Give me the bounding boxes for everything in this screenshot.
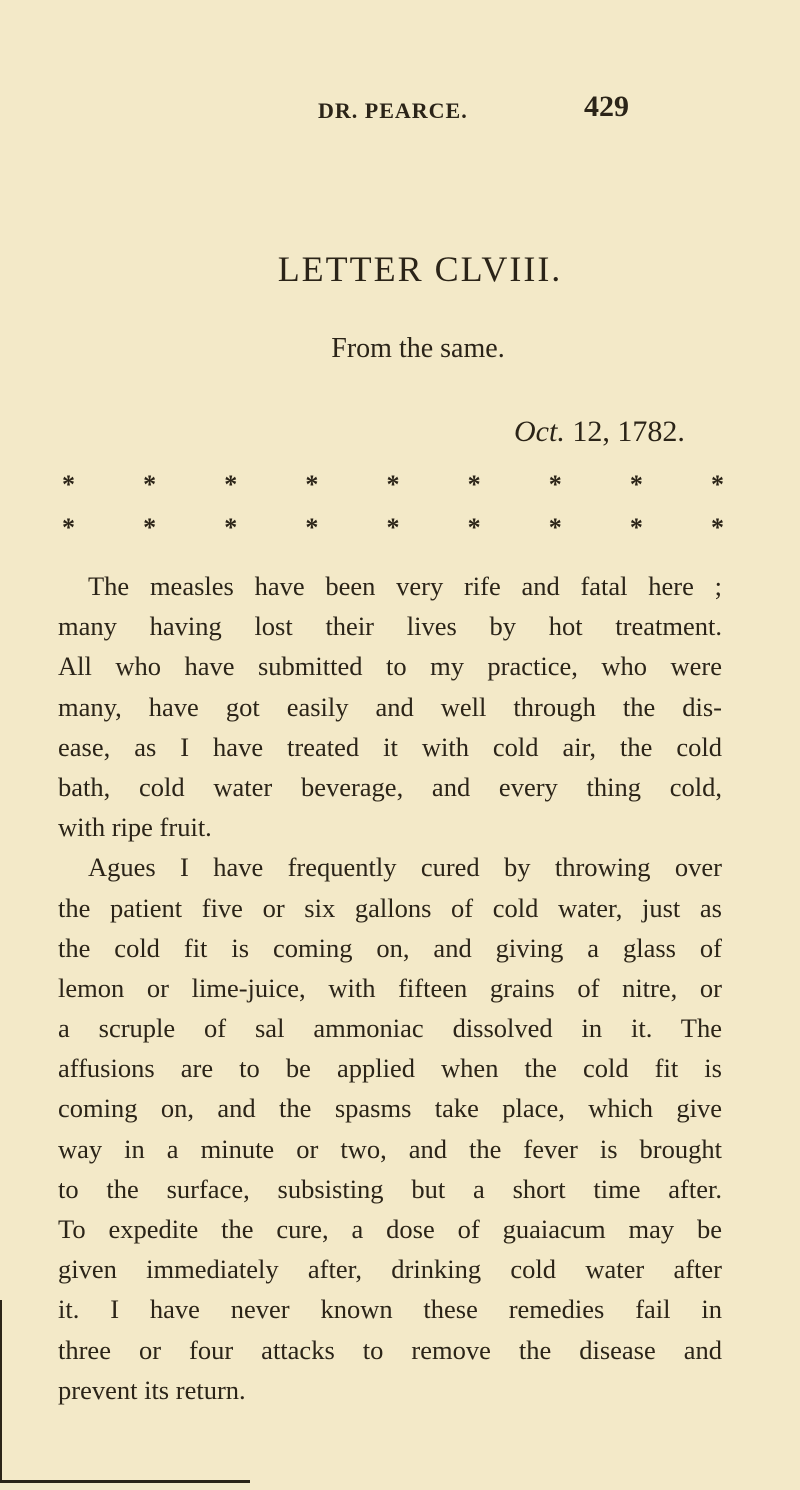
page-number: 429	[584, 90, 629, 123]
body-line: lemon or lime-juice, with fifteen grains of nitre, or	[58, 972, 722, 1003]
body-line: to the surface, subsisting but a short time after.	[58, 1173, 722, 1204]
body-line: many having lost their lives by hot treatment.	[58, 611, 722, 642]
asterisk: *	[143, 513, 157, 542]
asterisk: *	[386, 470, 400, 499]
asterisk: *	[62, 513, 75, 542]
body-line: coming on, and the spasms take place, which give	[58, 1093, 722, 1124]
body-line: ease, as I have treated it with cold air, the cold	[58, 731, 722, 762]
body-line: it. I have never known these remedies fail in	[58, 1294, 722, 1325]
letter-title: LETTER CLVIII.	[277, 249, 563, 289]
asterisk: *	[224, 470, 238, 499]
body-line: three or four attacks to remove the disease and	[58, 1334, 722, 1365]
body-line: affusions are to be applied when the cold fit is	[58, 1053, 722, 1084]
running-head	[0, 90, 800, 130]
body-line: given immediately after, drinking cold water after	[58, 1254, 722, 1285]
letter-body	[58, 566, 722, 1410]
body-line: a scruple of sal ammoniac dissolved in it. The	[58, 1013, 722, 1044]
asterisk: *	[305, 470, 319, 499]
asterisk: *	[711, 513, 724, 542]
body-line: To expedite the cure, a dose of guaiacum may be	[58, 1214, 722, 1244]
letter-from: From the same.	[331, 333, 505, 364]
asterisk: *	[629, 513, 643, 542]
body-line: All who have submitted to my practice, who were	[58, 651, 722, 682]
body-line: The measles have been very rife and fatal here ;	[88, 571, 722, 601]
body-line: bath, cold water beverage, and every thing cold,	[58, 771, 722, 802]
page-bottom-rule	[0, 1480, 250, 1483]
asterisk: *	[711, 470, 724, 499]
letter-date	[514, 415, 685, 449]
asterisk: *	[386, 513, 400, 542]
body-line: with ripe fruit.	[58, 812, 212, 843]
body-line: prevent its return.	[58, 1374, 246, 1405]
asterisk: *	[629, 470, 643, 499]
asterisk: *	[548, 470, 562, 499]
body-line: Agues I have frequently cured by throwing over	[88, 852, 722, 883]
running-title: DR. PEARCE.	[318, 98, 468, 123]
asterisk: *	[305, 513, 319, 542]
body-line: the cold fit is coming on, and giving a glass of	[58, 932, 722, 963]
asterisk: *	[224, 513, 238, 542]
body-line: many, have got easily and well through the dis-	[58, 691, 722, 722]
asterisk: *	[548, 513, 562, 542]
letter-date-month: Oct.	[514, 415, 565, 448]
asterisk: *	[467, 513, 481, 542]
asterisk: *	[143, 470, 157, 499]
asterisk-row-2	[62, 513, 724, 543]
body-line: the patient five or six gallons of cold water, just as	[58, 892, 722, 923]
asterisk: *	[467, 470, 481, 499]
body-line: way in a minute or two, and the fever is brought	[58, 1133, 722, 1164]
asterisk-row-1	[62, 470, 724, 500]
page-edge-rule	[0, 1300, 2, 1482]
asterisk: *	[62, 470, 75, 499]
letter-date-rest: 12, 1782.	[564, 415, 685, 448]
